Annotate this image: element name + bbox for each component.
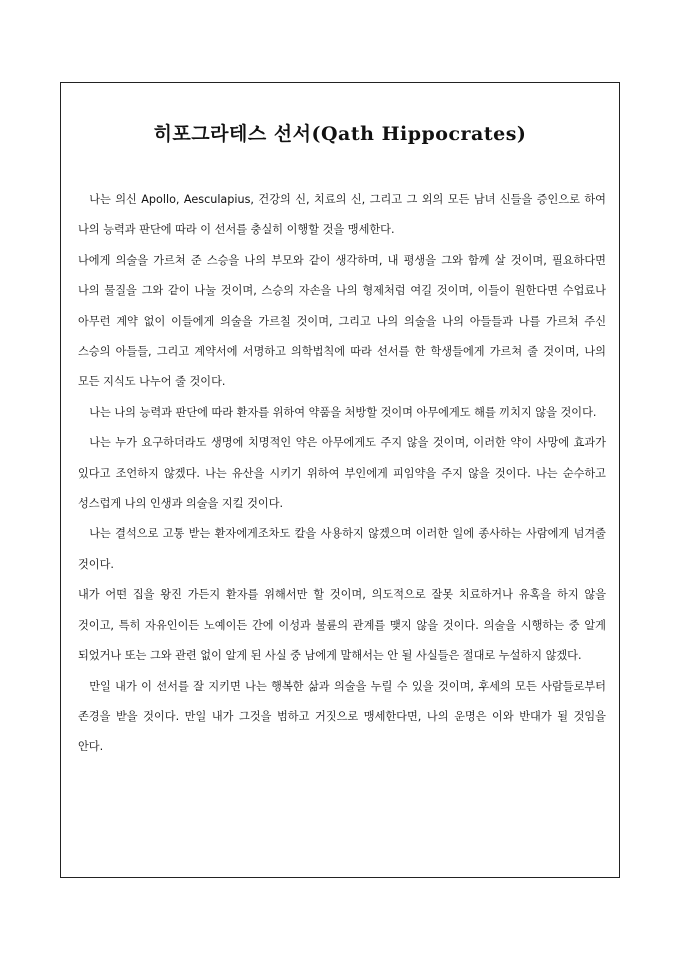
document-title: 히포그라테스 선서(Qath Hippocrates) <box>153 123 527 145</box>
paragraph-closing: 만일 내가 이 선서를 잘 지키면 나는 행복한 삶과 의술을 누릴 수 있을 것이며, 후세의 모든 사람들로부터 존경을 받을 것이다. 만일 내가 그것을 범하고 거짓으로 맹세한다면, 나의 운명은 이와 반대가 될 것임을 안다. <box>78 679 606 754</box>
paragraph-apollo-oath: 나는 의신 Apollo, Aesculapius, 건강의 신, 치료의 신, 그리고 그 외의 모든 남녀 신들을 증인으로 하여 나의 능력과 판단에 따라 이 선서를 충실히 이행할 것을 맹세한다. <box>78 193 606 237</box>
paragraph-house-visits-secrecy: 내가 어떤 집을 왕진 가든지 환자를 위해서만 할 것이며, 의도적으로 잘못 치료하거나 유혹을 하지 않을 것이고, 특히 자유인이든 노예이든 간에 이성과 불륜의 관계를 맺지 않을 것이다. 의술을 시행하는 중 알게 되었거나 또는 그와 관련 없이 알게 된 사실 중 남에게 말해서는 안 될 사실들은 절대로 누설하지 않겠다. <box>78 588 606 663</box>
paragraph-no-knife: 나는 결석으로 고통 받는 환자에게조차도 칼을 사용하지 않겠으며 이러한 일에 종사하는 사람에게 넘겨줄 것이다. <box>78 527 606 571</box>
document-body <box>78 185 606 763</box>
paragraph-no-deadly-drug: 나는 누가 요구하더라도 생명에 치명적인 약은 아무에게도 주지 않을 것이며, 이러한 약이 사망에 효과가 있다고 조언하지 않겠다. 나는 유산을 시키기 위하여 부인에게 피임약을 주지 않을 것이다. 나는 순수하고 성스럽게 나의 인생과 의술을 지킬 것이다. <box>78 436 606 511</box>
paragraph-teacher-duty: 나에게 의술을 가르쳐 준 스승을 나의 부모와 같이 생각하며, 내 평생을 그와 함께 살 것이며, 필요하다면 나의 물질을 그와 같이 나눌 것이며, 스승의 자손을 나의 형제처럼 여길 것이며, 이들이 원한다면 수업료나 아무런 계약 없이 이들에게 의술을 가르칠 것이며, 그리고 나의 의술을 나의 아들들과 나를 가르쳐 주신 스승의 아들들, 그리고 계약서에 서명하고 의학법칙에 따라 선서를 한 학생들에게 가르쳐 줄 것이며, 나의 모든 지식도 나누어 줄 것이다. <box>78 253 606 389</box>
paragraph-prescribe-no-harm: 나는 나의 능력과 판단에 따라 환자를 위하여 약품을 처방할 것이며 아무에게도 해를 끼치지 않을 것이다. <box>89 405 597 419</box>
document-page <box>60 82 620 878</box>
